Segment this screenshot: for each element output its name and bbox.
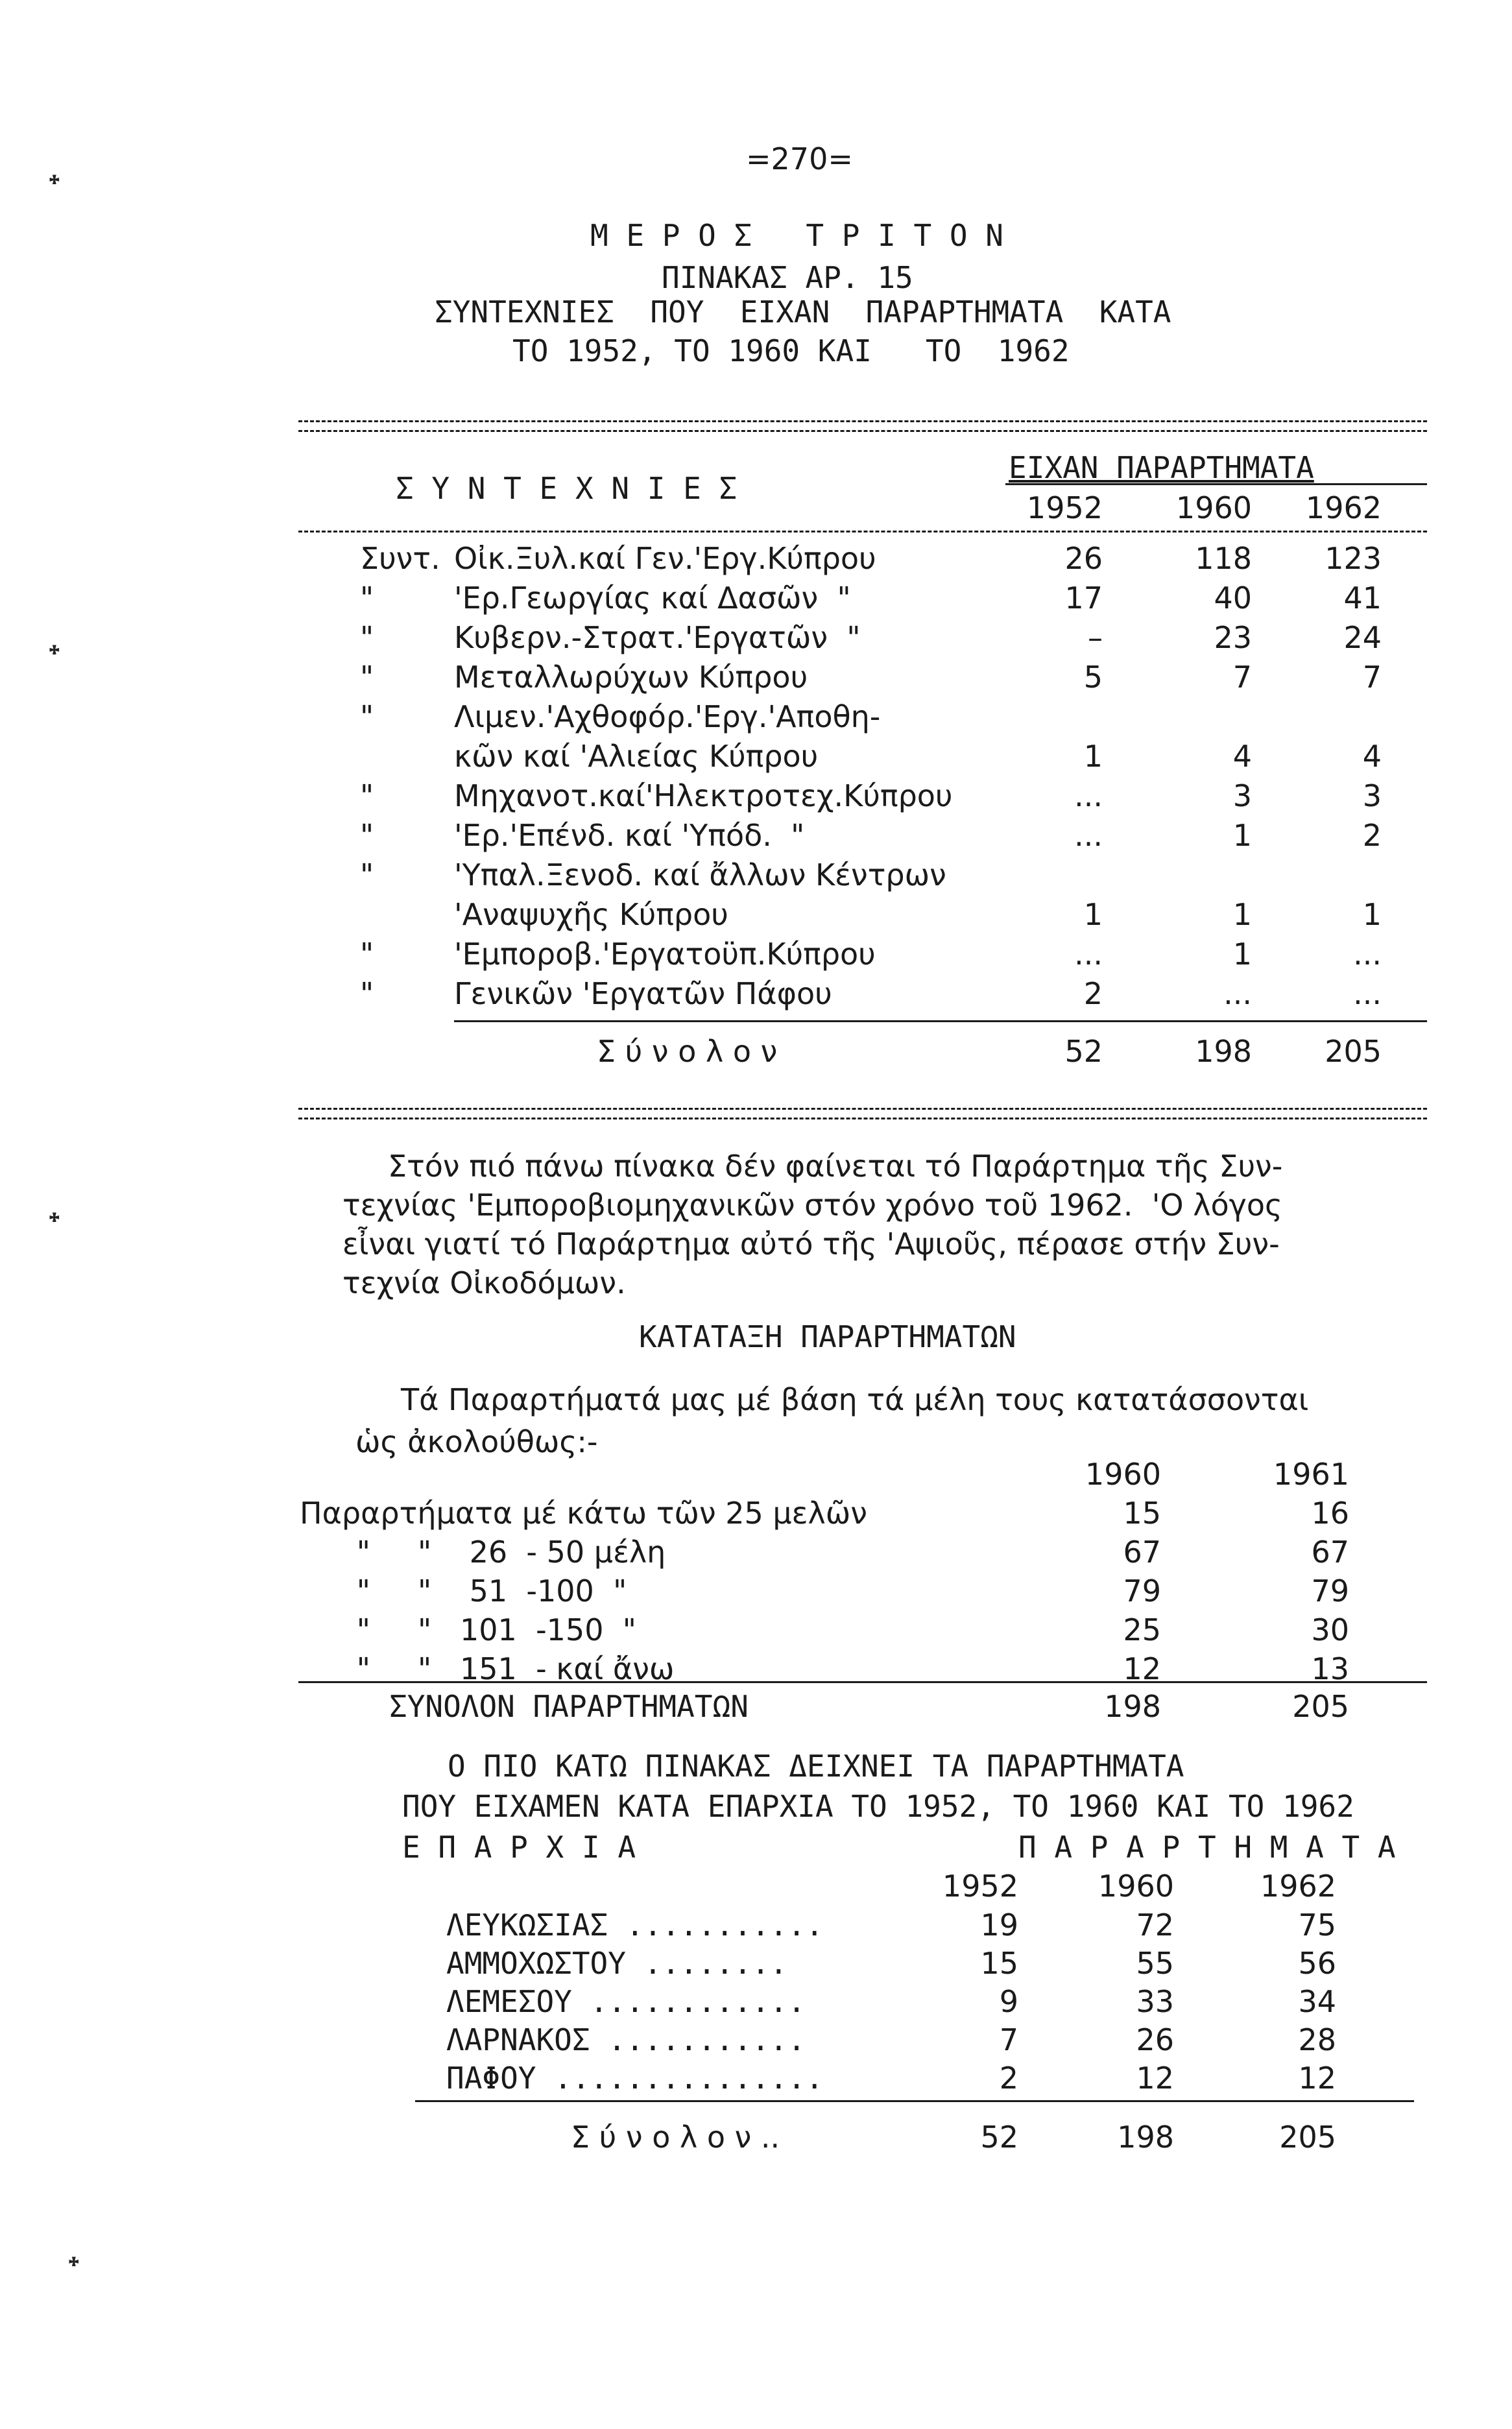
paragraph-line: Στόν πιό πάνω πίνακα δέν φαίνεται τό Παράρτημα τῆς Συν- (388, 1149, 1283, 1184)
row-name: Γενικῶν 'Εργατῶν Πάφου (454, 976, 832, 1011)
cell-1952: 7 (999, 2022, 1018, 2057)
cell-1952: 2 (1083, 976, 1103, 1011)
cell-1960: 72 (1136, 1908, 1174, 1943)
table2-total-1960: 198 (1104, 1689, 1161, 1724)
cell-1952: 1 (1083, 897, 1103, 932)
row-name: Οἰκ.Ξυλ.καί Γεν.'Εργ.Κύπρου (454, 541, 876, 576)
cell-1952: 26 (1064, 541, 1103, 576)
table-number: ΠΙΝΑΚΑΣ ΑΡ. 15 (662, 260, 913, 295)
cell-1960: 3 (1232, 778, 1252, 813)
row-name: κῶν καί 'Αλιείας Κύπρου (454, 739, 819, 774)
cell-1952: ... (1074, 778, 1103, 813)
row-prefix: " (360, 778, 374, 813)
row-prefix: " (360, 699, 374, 734)
table1-col-header: Σ Υ Ν Τ Ε Χ Ν Ι Ε Σ (396, 471, 738, 506)
row-name: Κυβερν.-Στρατ.'Εργατῶν " (454, 620, 861, 655)
table1-total-1960: 198 (1195, 1034, 1252, 1069)
cell-1960: 12 (1123, 1651, 1161, 1686)
cell-1960: 25 (1123, 1612, 1161, 1647)
year-1962: 1962 (1305, 490, 1382, 525)
row-name: 'Ερ.'Επένδ. καί 'Υπόδ. " (454, 818, 805, 853)
row-label: " " 101 -150 " (300, 1612, 636, 1647)
year-1961: 1961 (1273, 1457, 1349, 1492)
row-prefix: " (360, 857, 374, 892)
table2-intro: ὡς ἀκολούθως:- (355, 1424, 598, 1459)
cell-1961: 16 (1311, 1496, 1349, 1531)
cell-1962: 2 (1362, 818, 1382, 853)
row-prefix: " (360, 937, 374, 972)
cell-1962: 12 (1298, 2061, 1336, 2096)
heading-line-4: ΤΟ 1952, ΤΟ 1960 ΚΑΙ ΤΟ 1962 (512, 333, 1070, 368)
cell-1960: 26 (1136, 2022, 1174, 2057)
row-name: Μεταλλωρύχων Κύπρου (454, 660, 808, 695)
cell-1960: ... (1223, 976, 1252, 1011)
row-prefix: " (360, 818, 374, 853)
double-rule (298, 420, 1427, 432)
part-title: Μ Ε Ρ Ο Σ Τ Ρ Ι Τ Ο Ν (590, 218, 1003, 253)
cell-1961: 79 (1311, 1573, 1349, 1609)
cell-1952: 19 (980, 1908, 1018, 1943)
cell-1960: 12 (1136, 2061, 1174, 2096)
row-prefix: Συντ. (360, 541, 440, 576)
year-1960: 1960 (1085, 1457, 1161, 1492)
row-name: 'Ερ.Γεωργίας καί Δασῶν " (454, 580, 851, 616)
cell-1962: 24 (1343, 620, 1382, 655)
margin-mark: ᛭ (45, 1200, 64, 1235)
table2-total-label: ΣΥΝΟΛΟΝ ΠΑΡΑΡΤΗΜΑΤΩΝ (389, 1689, 749, 1724)
cell-1962: 1 (1362, 897, 1382, 932)
cell-1962: 7 (1362, 660, 1382, 695)
row-name: 'Εμποροβ.'Εργατοϋπ.Κύπρου (454, 937, 876, 972)
row-label: ΑΜΜΟΧΩΣΤΟΥ ........ (446, 1946, 788, 1981)
row-label: " " 51 -100 " (300, 1573, 627, 1609)
cell-1960: 4 (1232, 739, 1252, 774)
rule (415, 2100, 1414, 2102)
cell-1962: 41 (1343, 580, 1382, 616)
table3-group-header: Π Α Ρ Α Ρ Τ Η Μ Α Τ Α (1018, 1830, 1396, 1865)
table2-title: ΚΑΤΑΤΑΞΗ ΠΑΡΑΡΤΗΜΑΤΩΝ (639, 1319, 1016, 1354)
row-name: 'Αναψυχῆς Κύπρου (454, 897, 728, 932)
table1-group-header: ΕΙΧΑΝ ΠΑΡΑΡΤΗΜΑΤΑ (1009, 450, 1314, 485)
cell-1962: ... (1353, 976, 1382, 1011)
year-1952: 1952 (942, 1869, 1018, 1904)
row-prefix: " (360, 976, 374, 1011)
cell-1960: 7 (1232, 660, 1252, 695)
table1-total-label: Σ ύ ν ο λ ο ν (597, 1034, 778, 1069)
heading-line-3: ΣΥΝΤΕΧΝΙΕΣ ΠΟΥ ΕΙΧΑΝ ΠΑΡΑΡΤΗΜΑΤΑ ΚΑΤΑ (435, 294, 1171, 329)
cell-1960: 23 (1214, 620, 1252, 655)
table3-total-1952: 52 (980, 2120, 1018, 2155)
cell-1952: ... (1074, 818, 1103, 853)
table2-intro: Τά Παραρτήματά μας μέ βάση τά μέλη τους κατατάσσονται (401, 1382, 1309, 1417)
cell-1952: ... (1074, 937, 1103, 972)
cell-1960: 15 (1123, 1496, 1161, 1531)
paragraph-line: τεχνίας 'Εμποροβιομηχανικῶν στόν χρόνο τοῦ 1962. 'Ο λόγος (342, 1188, 1282, 1223)
table3-title: Ο ΠΙΟ ΚΑΤΩ ΠΙΝΑΚΑΣ ΔΕΙΧΝΕΙ ΤΑ ΠΑΡΑΡΤΗΜΑΤΑ (448, 1749, 1184, 1784)
year-1952: 1952 (1026, 490, 1103, 525)
double-rule (298, 1108, 1427, 1119)
cell-1962: 28 (1298, 2022, 1336, 2057)
row-label: ΛΕΥΚΩΣΙΑΣ ........... (446, 1908, 824, 1943)
cell-1952: 1 (1083, 739, 1103, 774)
cell-1960: 1 (1232, 937, 1252, 972)
cell-1960: 55 (1136, 1946, 1174, 1981)
row-prefix: " (360, 660, 374, 695)
paragraph-line: τεχνία Οἰκοδόμων. (342, 1265, 626, 1300)
cell-1962: 34 (1298, 1984, 1336, 2019)
rule (298, 531, 1427, 532)
margin-mark: ᛭ (45, 632, 64, 667)
cell-1960: 40 (1214, 580, 1252, 616)
table3-total-label: Σ ύ ν ο λ ο ν .. (571, 2120, 780, 2155)
rule (454, 1020, 1427, 1022)
year-1960: 1960 (1098, 1869, 1174, 1904)
cell-1952: 15 (980, 1946, 1018, 1981)
row-label: " " 26 - 50 μέλη (300, 1535, 666, 1570)
table3-total-1962: 205 (1279, 2120, 1336, 2155)
cell-1960: 118 (1195, 541, 1252, 576)
row-label: ΛΑΡΝΑΚΟΣ ........... (446, 2022, 806, 2057)
row-label: ΛΕΜΕΣΟΥ ............ (446, 1984, 806, 2019)
cell-1962: 75 (1298, 1908, 1336, 1943)
cell-1961: 67 (1311, 1535, 1349, 1570)
table1-total-1952: 52 (1064, 1034, 1103, 1069)
row-label: ΠΑΦΟΥ ............... (446, 2061, 824, 2096)
page-number: =270= (746, 141, 853, 176)
cell-1960: 79 (1123, 1573, 1161, 1609)
row-label: " " 151 - καί ἄνω (300, 1651, 675, 1686)
row-label: Παραρτήματα μέ κάτω τῶν 25 μελῶν (300, 1496, 867, 1531)
cell-1960: 1 (1232, 897, 1252, 932)
cell-1952: 9 (999, 1984, 1018, 2019)
cell-1960: 1 (1232, 818, 1252, 853)
rule (1005, 483, 1427, 485)
row-name: Λιμεν.'Αχθοφόρ.'Εργ.'Αποθη- (454, 699, 881, 734)
cell-1952: 5 (1083, 660, 1103, 695)
margin-mark: ᛭ (65, 2244, 83, 2279)
cell-1962: 56 (1298, 1946, 1336, 1981)
cell-1962: 123 (1325, 541, 1382, 576)
cell-1952: – (1088, 620, 1103, 655)
row-name: Μηχανοτ.καί'Ηλεκτροτεχ.Κύπρου (454, 778, 953, 813)
cell-1961: 30 (1311, 1612, 1349, 1647)
row-name: 'Υπαλ.Ξενοδ. καί ἄλλων Κέντρων (454, 857, 946, 892)
paragraph-line: εἶναι γιατί τό Παράρτημα αὐτό τῆς 'Αψιοῦς, πέρασε στήν Συν- (342, 1226, 1280, 1262)
row-prefix: " (360, 620, 374, 655)
cell-1952: 17 (1064, 580, 1103, 616)
cell-1962: 3 (1362, 778, 1382, 813)
cell-1962: ... (1353, 937, 1382, 972)
row-prefix: " (360, 580, 374, 616)
cell-1960: 33 (1136, 1984, 1174, 2019)
margin-mark: ᛭ (45, 162, 64, 197)
cell-1961: 13 (1311, 1651, 1349, 1686)
year-1960: 1960 (1175, 490, 1252, 525)
table3-col-header: Ε Π Α Ρ Χ Ι Α (402, 1830, 636, 1865)
rule (298, 1681, 1427, 1683)
table3-title: ΠΟΥ ΕΙΧΑΜΕΝ ΚΑΤΑ ΕΠΑΡΧΙΑ ΤΟ 1952, ΤΟ 1960 ΚΑΙ ΤΟ 1962 (402, 1789, 1354, 1824)
table1-total-1962: 205 (1325, 1034, 1382, 1069)
table3-total-1960: 198 (1117, 2120, 1174, 2155)
cell-1960: 67 (1123, 1535, 1161, 1570)
year-1962: 1962 (1260, 1869, 1336, 1904)
cell-1952: 2 (999, 2061, 1018, 2096)
cell-1962: 4 (1362, 739, 1382, 774)
table2-total-1961: 205 (1292, 1689, 1349, 1724)
